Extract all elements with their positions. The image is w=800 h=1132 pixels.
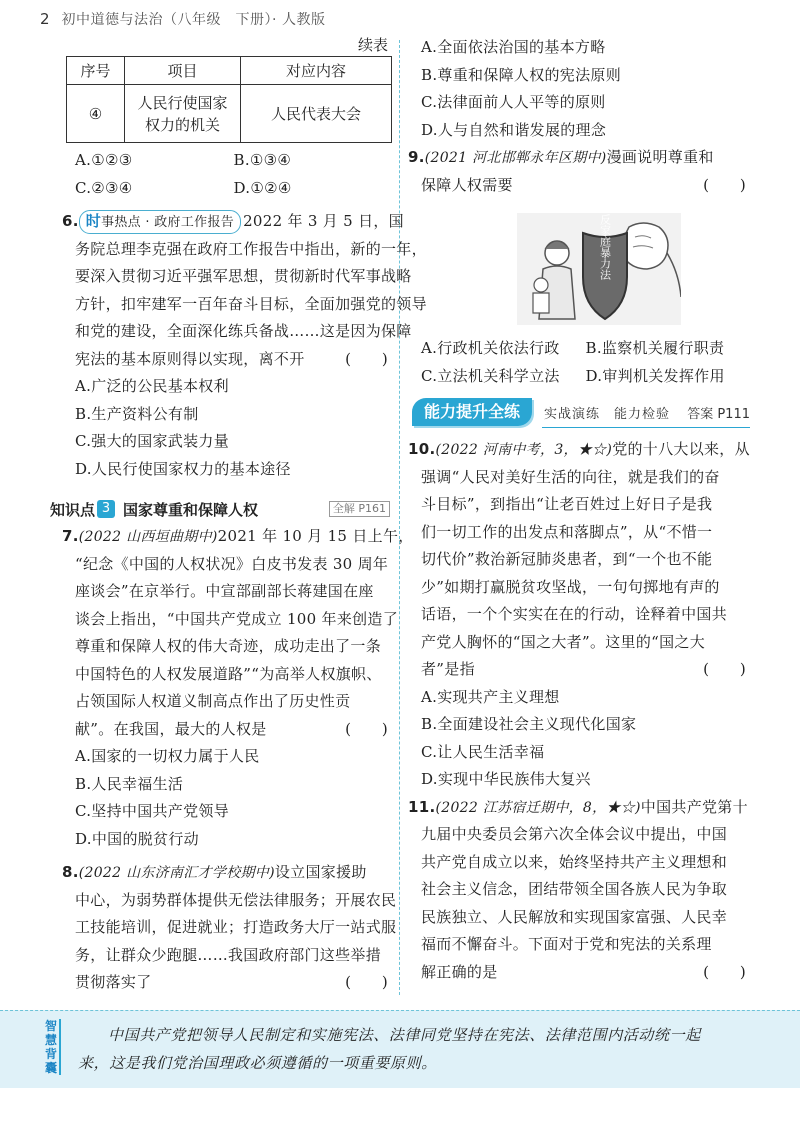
table-cell-item: 人民行使国家 权力的机关 <box>125 85 241 143</box>
question-number: 11. <box>408 797 436 816</box>
question-text-line: 话语，一个个实实在在的行动，诠释着中国共 <box>421 605 728 623</box>
question-number: 8. <box>62 863 79 881</box>
question-source: (2022 江苏宿迁期中，8，★☆) <box>435 799 641 816</box>
answer-bracket[interactable]: ( ) <box>345 973 388 991</box>
question-text-line: 切代价”救治新冠肺炎患者，到“一个也不能 <box>421 550 713 568</box>
q9-options-row2 <box>421 363 750 391</box>
kp-answer-ref: 全解 P161 <box>329 501 390 517</box>
wisdom-tip-box <box>0 1010 800 1088</box>
right-column <box>408 34 750 986</box>
question-9: 9.(2021 河北邯郸永年区期中)漫画说明尊重和 保障人权需要 ( ) 反家庭暴力法 A.行政机关依法行政 B.监察机关履行职责 C.立法机关科学立法 D.审判机关发挥作用 <box>408 144 750 390</box>
question-text-line: 献”。在我国，最大的人权是 ( ) <box>75 716 392 744</box>
question-text-line: 要深入贯彻习近平强军思想，贯彻新时代军事战略 <box>75 267 412 285</box>
option-d[interactable]: D.①②④ <box>233 178 292 197</box>
option-c[interactable]: C.立法机关科学立法 <box>421 366 560 385</box>
option-b[interactable]: B.①③④ <box>233 151 292 169</box>
section-answer-ref: 答案 P111 <box>687 406 750 422</box>
answer-bracket[interactable]: ( ) <box>703 175 746 194</box>
question-text-line: 产党人胸怀的“国之大者”。这里的“国之大 <box>421 632 706 651</box>
cartoon-shield-illustration <box>517 213 681 325</box>
option-d[interactable]: D.实现中华民族伟大复兴 <box>421 770 591 788</box>
option-b[interactable]: B.监察机关履行职责 <box>585 339 725 357</box>
question-10: 10.(2022 河南中考，3，★☆)党的十八大以来，从 强调“人民对美好生活的向往，就是我们的奋 斗目标”，到指出“让老百姓过上好日子是我 们一切工作的出发点和落脚点”，从“不惜一 切代价”救治新冠肺炎患者，到“一个也不能 少”如期打赢脱贫攻坚战，一句句掷地有声的 话语，一个个实实在在的行动，诠释着中国共 产党人胸怀的“国之大者”。这里的“国之大 者”是指 ( ) A.实现共产主义理想 B.全面建设社会主义现代化国家 C.让人民生活幸福 D.实现中华民族伟大复兴 <box>408 436 750 794</box>
question-source: (2021 河北邯郸永年区期中) <box>424 150 607 166</box>
option-a[interactable]: A.行政机关依法行政 <box>421 339 560 357</box>
kp-label: 知识点 <box>50 500 96 519</box>
option-b[interactable]: B.人民幸福生活 <box>75 774 184 793</box>
question-text-line: 占领国际人权道义制高点作出了历史性贡 <box>75 692 351 710</box>
option-b[interactable]: B.生产资料公有制 <box>75 404 199 423</box>
section-heading <box>412 396 750 428</box>
question-text-line: 工技能培训，促进就业；打造政务大厅一站式服 <box>75 918 397 936</box>
q8-option-a[interactable]: A.全面依法治国的基本方略 <box>421 38 606 56</box>
question-text-line: 座谈会”在京举行。中宣部副部长蒋建国在座 <box>75 582 374 600</box>
cartoon-shield-label: 反家庭暴力法 <box>598 214 612 280</box>
knowledge-point-heading <box>50 495 392 523</box>
question-text-line: 强调“人民对美好生活的向往，就是我们的奋 <box>421 467 720 486</box>
question-number: 10. <box>408 440 436 458</box>
option-c[interactable]: C.让人民生活幸福 <box>421 742 545 761</box>
section-subtitle: 实战演练 能力检验 <box>544 406 671 422</box>
q9-options-row1 <box>421 335 750 363</box>
question-text-line: 中心，为弱势群体提供无偿法律服务；开展农民 <box>75 890 397 909</box>
q5-options-row1 <box>62 147 392 175</box>
kp-title: 国家尊重和保障人权 <box>123 500 259 519</box>
option-c[interactable]: C.强大的国家武装力量 <box>75 432 230 450</box>
table-caption: 续表 <box>357 36 388 54</box>
option-d[interactable]: D.审判机关发挥作用 <box>585 366 725 385</box>
wisdom-text: 中国共产党把领导人民制定和实施宪法、法律同党坚持在宪法、法律范围内活动统一起 来，这是我们党治国理政必须遵循的一项重要原则。 <box>78 1026 701 1072</box>
answer-bracket[interactable]: ( ) <box>345 349 388 368</box>
table-cell-content: 人民代表大会 <box>241 85 392 143</box>
option-c[interactable]: C.②③④ <box>75 178 133 197</box>
answer-bracket[interactable]: ( ) <box>703 962 746 981</box>
option-d[interactable]: D.中国的脱贫行动 <box>75 829 199 848</box>
option-b[interactable]: B.全面建设社会主义现代化国家 <box>421 715 637 733</box>
question-text-line: 务，让群众少跑腿……我国政府部门这些举措 <box>75 945 382 964</box>
table-header-item: 项目 <box>125 57 241 85</box>
table-header-num: 序号 <box>67 57 125 85</box>
question-text-line: 解正确的是 ( ) <box>421 959 750 987</box>
question-text-line: 者”是指 ( ) <box>421 656 750 684</box>
option-a[interactable]: A.①②③ <box>75 151 133 169</box>
question-number: 7. <box>62 527 79 545</box>
wisdom-tag: 智慧背囊 <box>45 1019 61 1075</box>
question-number: 9. <box>408 148 425 166</box>
kp-number: 3 <box>97 500 115 518</box>
question-text-line: 福而不懈奋斗。下面对于党和宪法的关系理 <box>421 935 712 953</box>
table-cell-num: ④ <box>67 85 125 143</box>
hot-topic-badge: 时事热点 · 政府工作报告 <box>79 210 241 234</box>
question-text-line: 共产党自成立以来，始终坚持共产主义理想和 <box>421 852 728 871</box>
question-text-line: 谈会上指出，“中国共产党成立 100 年来创造了 <box>75 609 399 628</box>
page-number: 2 <box>40 10 50 28</box>
page-header <box>40 8 325 30</box>
question-text-line: 社会主义信念，团结带领全国各族人民为争取 <box>421 880 728 898</box>
content-table <box>66 56 392 143</box>
option-a[interactable]: A.广泛的公民基本权利 <box>75 377 229 395</box>
option-a[interactable]: A.实现共产主义理想 <box>421 687 560 706</box>
question-text-line: 民族独立、人民解放和实现国家富强、人民幸 <box>421 907 728 926</box>
question-source: (2022 河南中考，3，★☆) <box>435 442 613 458</box>
q8-option-b[interactable]: B.尊重和保障人权的宪法原则 <box>421 65 621 84</box>
option-c[interactable]: C.坚持中国共产党领导 <box>75 802 230 820</box>
book-title: 初中道德与法治（八年级 下册）· 人教版 <box>61 12 326 28</box>
question-text-line: 九届中央委员会第六次全体会议中提出，中国 <box>421 825 728 843</box>
question-text-line: 贯彻落实了 ( ) <box>75 969 392 997</box>
option-a[interactable]: A.国家的一切权力属于人民 <box>75 747 260 765</box>
question-source: (2022 山东济南汇才学校期中) <box>78 865 275 881</box>
question-number: 6. <box>62 212 79 230</box>
question-text-line: 方针，扣牢建军一百年奋斗目标，全面加强党的领导 <box>75 294 427 313</box>
question-11: 11.(2022 江苏宿迁期中，8，★☆)中国共产党第十 九届中央委员会第六次全体会议中提出，中国 共产党自成立以来，始终坚持共产主义理想和 社会主义信念，团结带领全国各族人民为争取 民族独立、人民解放和实现国家富强、人民幸 福而不懈奋斗。下面对于党和宪法的关系理 解正确的是 ( ) <box>408 794 750 987</box>
question-source: (2022 山西垣曲期中) <box>78 529 218 545</box>
section-title: 能力提升全练 <box>412 398 532 426</box>
answer-bracket[interactable]: ( ) <box>345 719 388 738</box>
question-text-line: 保障人权需要 ( ) <box>421 172 750 200</box>
column-divider <box>399 40 400 995</box>
question-text-line: 和党的建设，全面深化练兵备战……这是因为保障 <box>75 322 412 340</box>
option-d[interactable]: D.人民行使国家权力的基本途径 <box>75 459 291 478</box>
question-text-line: 尊重和保障人权的伟大奇迹，成功走出了一条 <box>75 637 382 655</box>
q5-options-row2 <box>62 175 392 203</box>
q8-option-d[interactable]: D.人与自然和谐发展的理念 <box>421 120 607 139</box>
answer-bracket[interactable]: ( ) <box>703 660 746 678</box>
question-text-line: 斗目标”，到指出“让老百姓过上好日子是我 <box>421 495 713 513</box>
question-text-line: 中国特色的人权发展道路”“为高举人权旗帜、 <box>75 664 382 683</box>
question-text-line: 宪法的基本原则得以实现，离不开 ( ) <box>75 346 392 374</box>
table-header-content: 对应内容 <box>241 57 392 85</box>
question-8: 8.(2022 山东济南汇才学校期中)设立国家援助 中心，为弱势群体提供无偿法律服务；开展农民 工技能培训，促进就业；打造政务大厅一站式服 务，让群众少跑腿……我国政府部门这些举措 贯彻落实了 ( ) <box>62 859 392 997</box>
q8-option-c[interactable]: C.法律面前人人平等的原则 <box>421 93 606 111</box>
question-text-line: 们一切工作的出发点和落脚点”，从“不惜一 <box>421 522 713 541</box>
question-6: 6. 时事热点 · 政府工作报告 2022 年 3 月 5 日，国 务院总理李克强在政府工作报告中指出，新的一年， 要深入贯彻习近平强军思想，贯彻新时代军事战略 方针，扣牢建军一百年奋斗目标，全面加强党的领导 和党的建设，全面深化练兵备战……这是因为保障 宪法的基本原则得以实现，离不开 ( ) A.广泛的公民基本权利 B.生产资料公有制 C.强大的国家武装力量 D.人民行使国家权力的基本途径 <box>62 208 392 483</box>
question-7: 7.(2022 山西垣曲期中)2021 年 10 月 15 日上午， “纪念《中国的人权状况》白皮书发表 30 周年 座谈会”在京举行。中宣部副部长蒋建国在座 谈会上指出，“中国共产党成立 100 年来创造了 尊重和保障人权的伟大奇迹，成功走出了一条 中国特色的人权发展道路”“为高举人权旗帜、 占领国际人权道义制高点作出了历史性贡 献”。在我国，最大的人权是 ( ) A.国家的一切权力属于人民 B.人民幸福生活 C.坚持中国共产党领导 D.中国的脱贫行动 <box>62 523 392 853</box>
question-text-line: 务院总理李克强在政府工作报告中指出，新的一年， <box>75 239 427 258</box>
question-text-line: 少”如期打赢脱贫攻坚战，一句句掷地有声的 <box>421 577 720 596</box>
question-text-line: “纪念《中国的人权状况》白皮书发表 30 周年 <box>75 554 389 573</box>
